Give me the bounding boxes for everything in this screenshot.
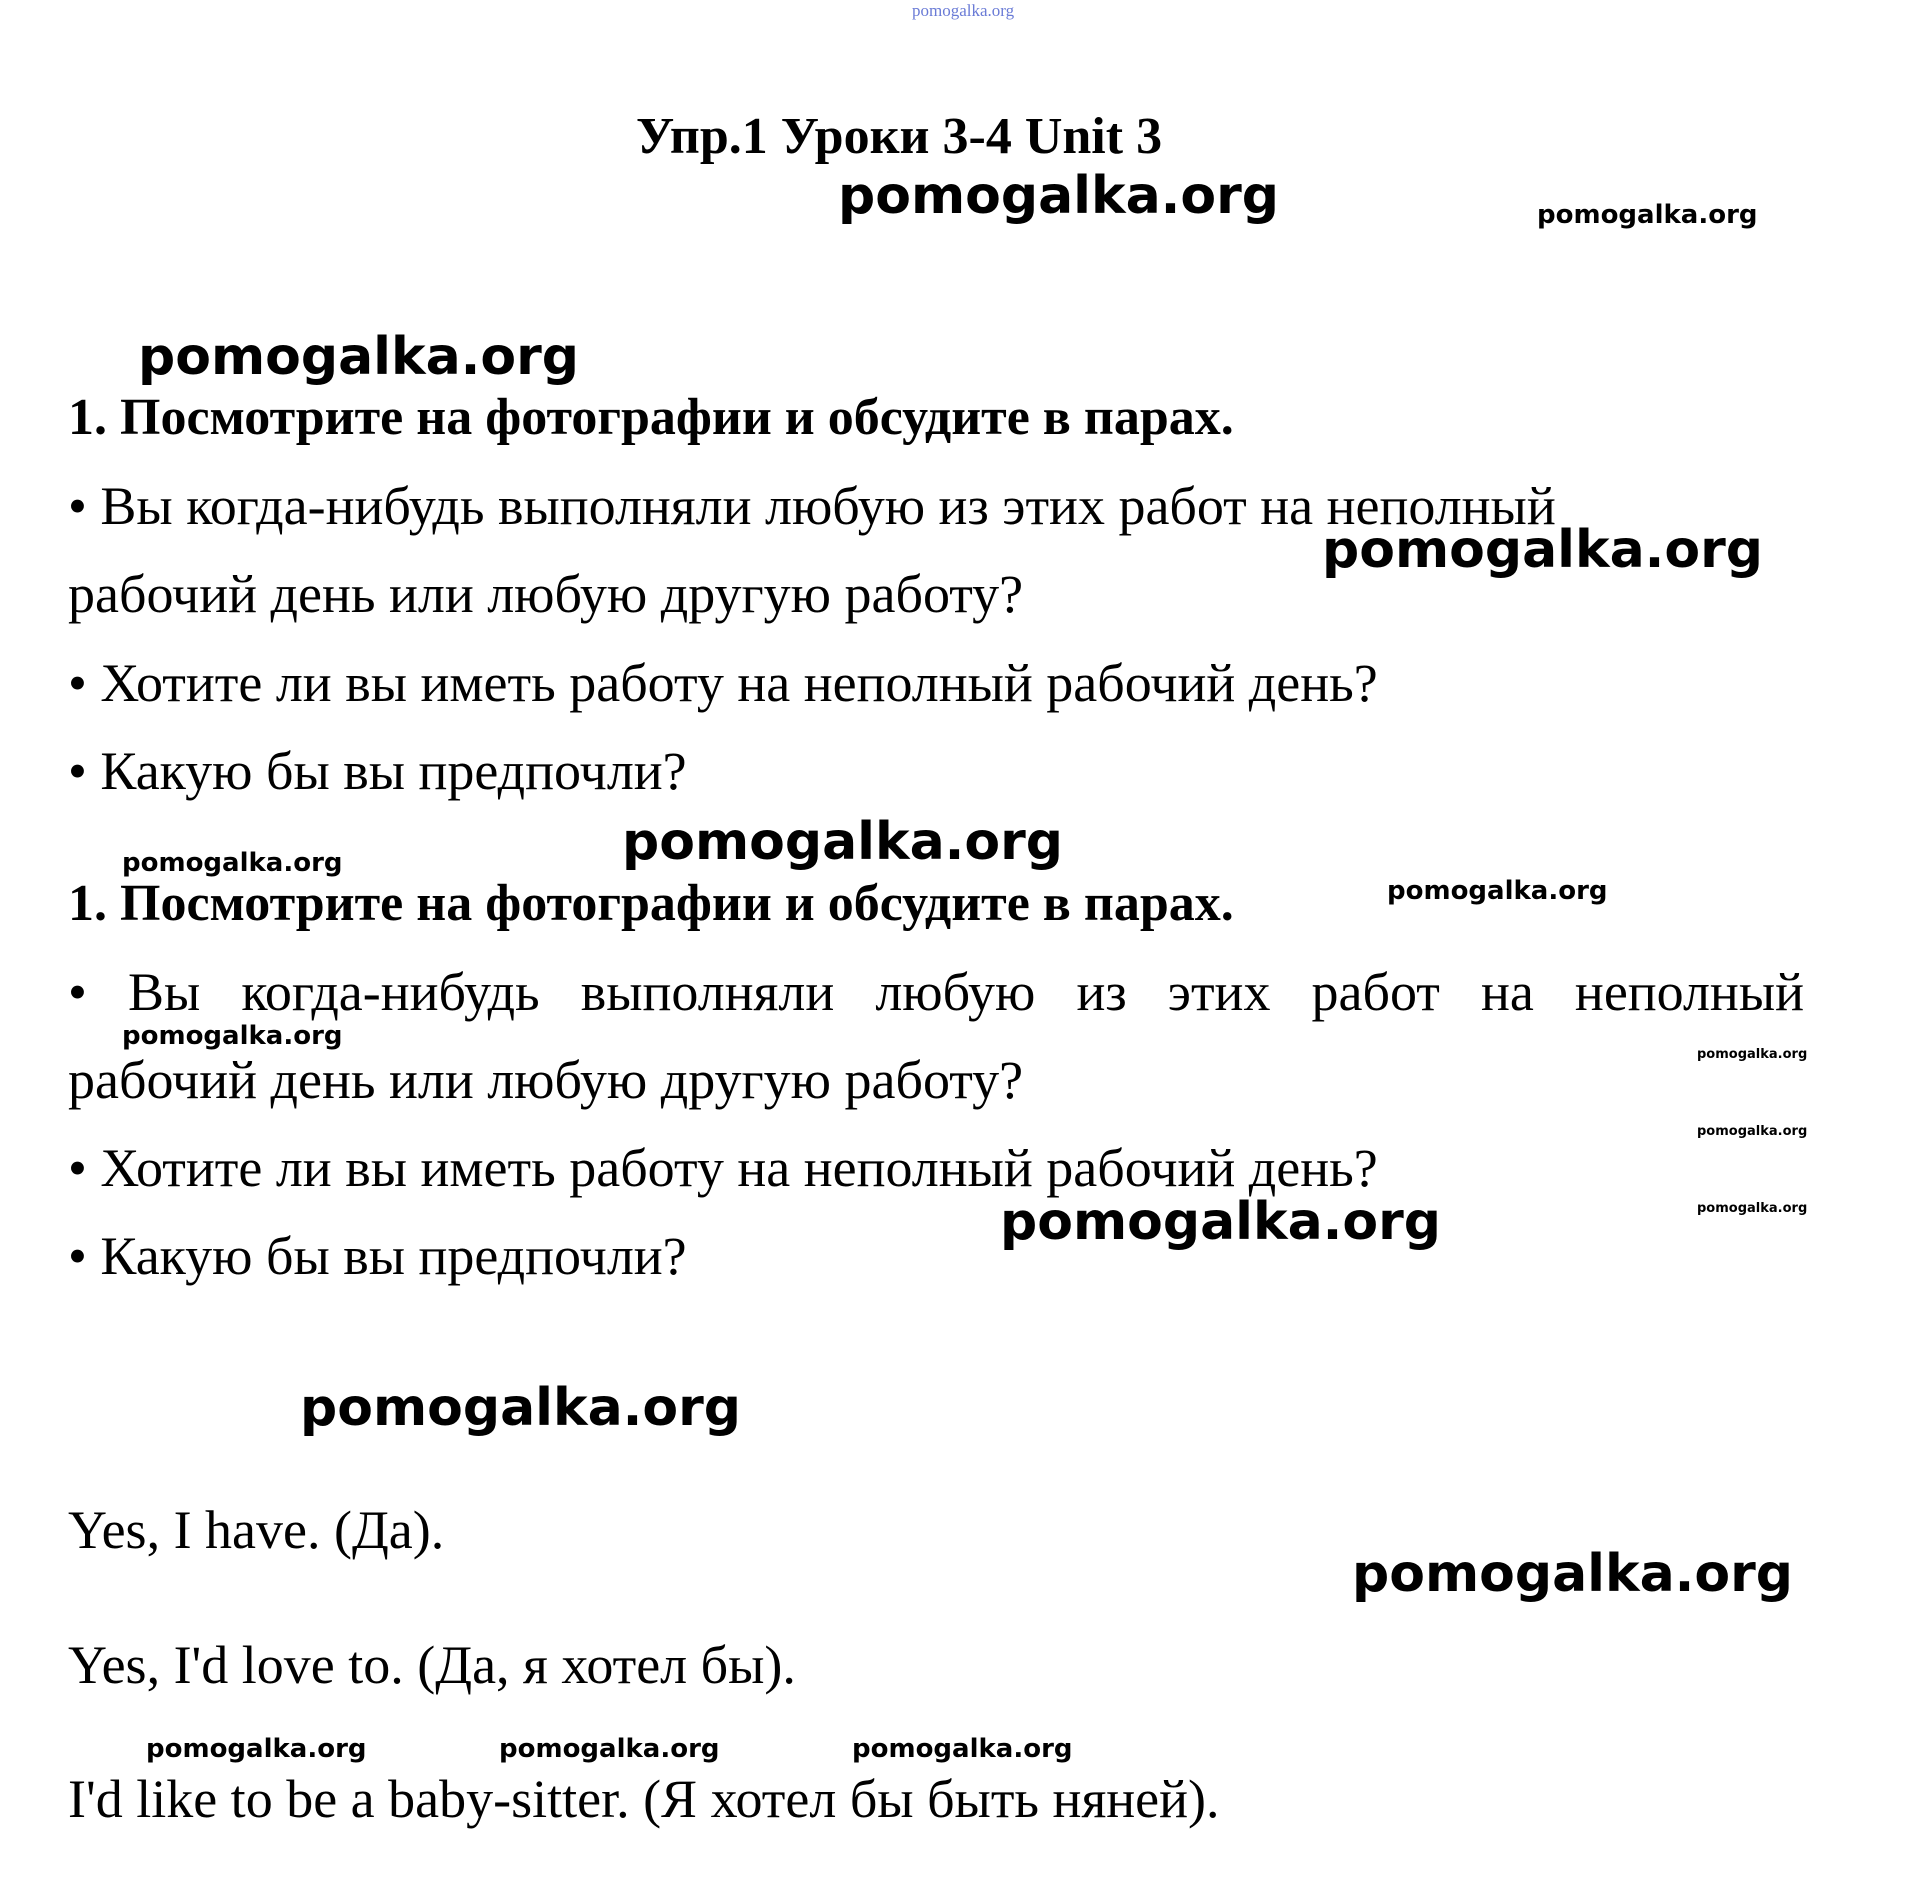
watermark: pomogalka.org (122, 1021, 343, 1051)
section1-heading: 1. Посмотрите на фотографии и обсудите в парах. (68, 389, 1234, 446)
watermark: pomogalka.org (838, 166, 1280, 226)
watermark: pomogalka.org (1697, 1124, 1808, 1139)
word: выполняли (580, 962, 835, 1022)
watermark: pomogalka.org (1322, 520, 1764, 580)
watermark: pomogalka.org (1697, 1047, 1808, 1062)
word: любую (875, 962, 1036, 1022)
watermark: pomogalka.org (1000, 1192, 1442, 1252)
watermark: pomogalka.org (138, 327, 580, 387)
section2-question3: • Какую бы вы предпочли? (68, 1226, 687, 1286)
watermark: pomogalka.org (1352, 1544, 1794, 1604)
section1-question3: • Какую бы вы предпочли? (68, 741, 687, 801)
word: из (1076, 962, 1127, 1022)
section1-question2: • Хотите ли вы иметь работу на неполный рабочий день? (68, 653, 1378, 713)
word: Вы (127, 962, 201, 1022)
section2-question2: • Хотите ли вы иметь работу на неполный рабочий день? (68, 1138, 1378, 1198)
watermark-top: pomogalka.org (912, 1, 1015, 20)
watermark: pomogalka.org (622, 812, 1064, 872)
section2-question1-line2: рабочий день или любую другую работу? (68, 1050, 1024, 1110)
answer-2: Yes, I'd love to. (Да, я хотел бы). (68, 1635, 796, 1695)
watermark: pomogalka.org (1387, 876, 1608, 906)
section2-heading: 1. Посмотрите на фотографии и обсудите в парах. (68, 875, 1234, 932)
word: этих (1167, 962, 1271, 1022)
watermark: pomogalka.org (300, 1378, 742, 1438)
word: • (68, 962, 87, 1022)
watermark: pomogalka.org (146, 1734, 367, 1764)
answer-1: Yes, I have. (Да). (68, 1500, 445, 1560)
section2-question1-line1 (68, 962, 1804, 1022)
word: на (1480, 962, 1534, 1022)
watermark: pomogalka.org (852, 1734, 1073, 1764)
watermark: pomogalka.org (1697, 1201, 1808, 1216)
page-title: Упр.1 Уроки 3-4 Unit 3 (636, 108, 1163, 165)
watermark: pomogalka.org (1537, 200, 1758, 230)
answer-3: I'd like to be a baby-sitter. (Я хотел бы быть няней). (68, 1769, 1220, 1829)
word: работ (1311, 962, 1440, 1022)
watermark: pomogalka.org (122, 848, 343, 878)
watermark: pomogalka.org (499, 1734, 720, 1764)
word: когда-нибудь (241, 962, 540, 1022)
word: неполный (1574, 962, 1804, 1022)
section1-question1-line1: • Вы когда-нибудь выполняли любую из этих работ на неполный (68, 476, 1556, 536)
section1-question1-line2: рабочий день или любую другую работу? (68, 564, 1024, 624)
